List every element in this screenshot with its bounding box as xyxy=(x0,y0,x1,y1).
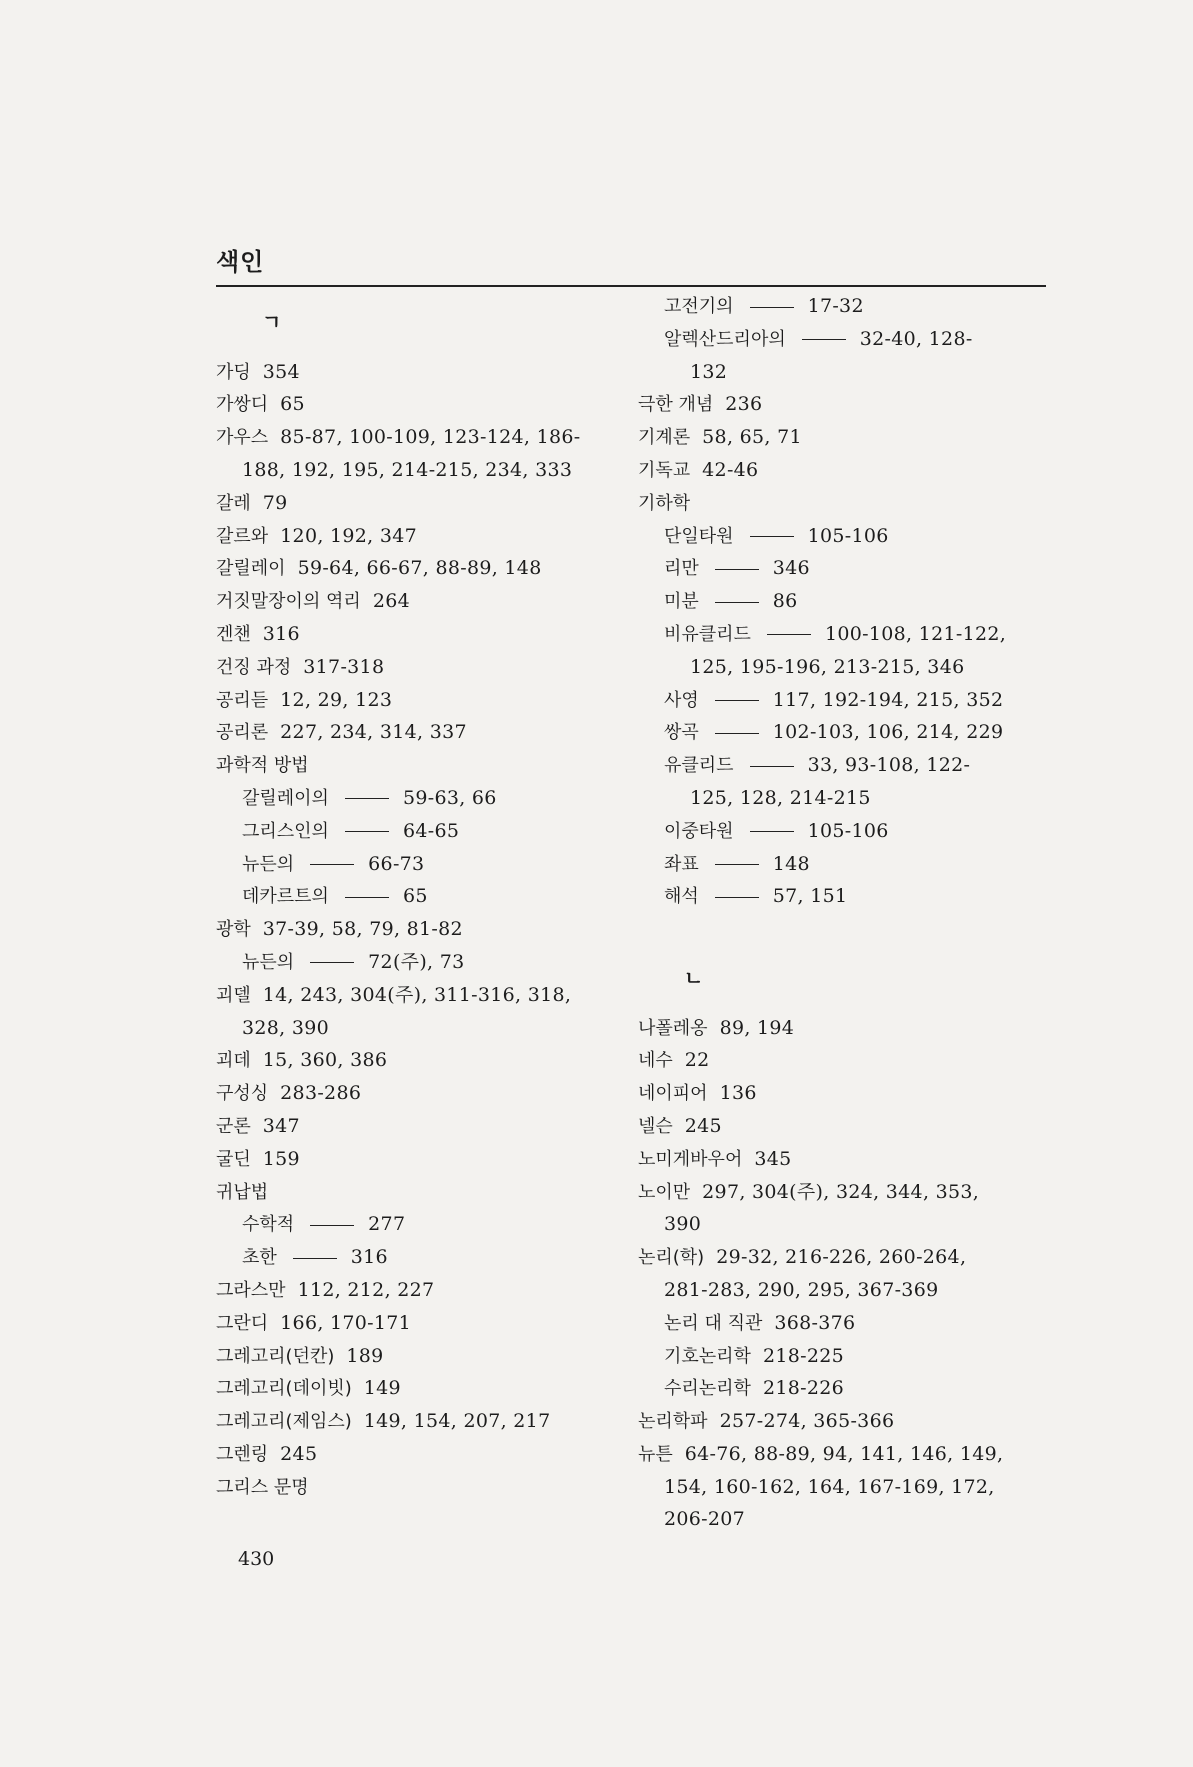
index-entry xyxy=(216,1176,626,1209)
index-subentry xyxy=(638,552,1058,585)
index-subentry xyxy=(638,815,1058,848)
index-entry-continuation xyxy=(638,356,1058,389)
index-subentry xyxy=(216,1208,626,1241)
index-entry xyxy=(638,1143,1058,1176)
entry-dash xyxy=(750,766,794,767)
entry-pages: 100-108, 121-122, xyxy=(824,622,1007,645)
index-entry-continuation xyxy=(638,1471,1058,1504)
index-entry xyxy=(216,749,626,782)
entry-dash xyxy=(293,1258,337,1259)
entry-term: 가우스 xyxy=(216,427,269,449)
entry-term: 갈릴레이의 xyxy=(242,787,329,809)
entry-term: 갈르와 xyxy=(216,525,269,547)
index-subentry xyxy=(216,815,626,848)
entry-pages: 257-274, 365-366 xyxy=(719,1410,895,1433)
index-subentry xyxy=(638,585,1058,618)
entry-pages: 120, 192, 347 xyxy=(280,524,418,547)
entry-pages: 132 xyxy=(690,360,728,383)
entry-term: 광학 xyxy=(216,919,251,941)
index-entry xyxy=(216,979,626,1012)
entry-term: 뉴튼 xyxy=(638,1443,673,1465)
entry-pages: 14, 243, 304(주), 311-316, 318, xyxy=(262,983,572,1006)
header-rule xyxy=(216,285,1046,287)
entry-term: 고전기의 xyxy=(664,296,734,317)
entry-pages: 345 xyxy=(754,1147,792,1170)
entry-dash xyxy=(715,700,759,701)
entry-pages: 189 xyxy=(346,1344,384,1367)
index-entry-continuation xyxy=(638,1208,1058,1241)
entry-term: 초한 xyxy=(242,1247,277,1269)
entry-pages: 277 xyxy=(368,1213,406,1236)
index-entry xyxy=(216,1405,626,1438)
entry-pages: 12, 29, 123 xyxy=(280,688,393,711)
entry-pages: 15, 360, 386 xyxy=(262,1049,388,1072)
entry-term: 과학적 방법 xyxy=(216,755,309,777)
entry-pages: 154, 160-162, 164, 167-169, 172, xyxy=(664,1475,995,1498)
entry-dash xyxy=(715,897,759,898)
index-entry xyxy=(216,618,626,651)
entry-term: 좌표 xyxy=(664,853,699,875)
entry-term: 공리론 xyxy=(216,722,269,744)
entry-pages: 33, 93-108, 122- xyxy=(807,754,971,777)
index-entry xyxy=(216,1307,626,1340)
entry-pages: 112, 212, 227 xyxy=(297,1278,435,1301)
entry-pages: 59-63, 66 xyxy=(402,786,497,809)
left-entries xyxy=(216,356,626,1504)
index-entry-continuation xyxy=(638,1503,1058,1536)
index-entry xyxy=(216,585,626,618)
entry-term: 괴데 xyxy=(216,1050,251,1072)
entry-term: 가쌍디 xyxy=(216,394,269,416)
index-entry-continuation xyxy=(638,1274,1058,1307)
index-entry xyxy=(216,716,626,749)
section-letter-giyeok: ㄱ xyxy=(262,310,282,334)
entry-dash xyxy=(345,798,389,799)
entry-term: 리만 xyxy=(664,558,699,580)
index-entry xyxy=(216,651,626,684)
entry-pages: 159 xyxy=(262,1147,300,1170)
index-entry xyxy=(216,356,626,389)
entry-pages: 17-32 xyxy=(807,295,864,317)
entry-term: 비유클리드 xyxy=(664,623,751,645)
entry-term: 해석 xyxy=(664,886,699,908)
entry-pages: 245 xyxy=(684,1114,722,1137)
entry-pages: 102-103, 106, 214, 229 xyxy=(772,721,1004,744)
index-entry xyxy=(638,1012,1058,1045)
entry-pages: 245 xyxy=(280,1442,318,1465)
index-subentry xyxy=(216,1241,626,1274)
entry-dash xyxy=(767,634,811,635)
entry-term: 건징 과정 xyxy=(216,656,292,678)
entry-term: 구성싱 xyxy=(216,1083,269,1105)
entry-pages: 281-283, 290, 295, 367-369 xyxy=(664,1278,939,1301)
entry-pages: 297, 304(주), 324, 344, 353, xyxy=(702,1180,980,1203)
index-subentry xyxy=(638,716,1058,749)
entry-pages: 149, 154, 207, 217 xyxy=(363,1410,551,1433)
index-entry xyxy=(216,684,626,717)
entry-term: 그렌링 xyxy=(216,1443,269,1465)
entry-dash xyxy=(715,602,759,603)
index-subentry xyxy=(216,946,626,979)
index-entry xyxy=(638,1405,1058,1438)
left-column xyxy=(216,290,626,1503)
entry-term: 넬슨 xyxy=(638,1115,673,1137)
index-entry xyxy=(638,454,1058,487)
entry-term: 사영 xyxy=(664,689,699,711)
right-entries-top xyxy=(638,290,1058,913)
index-entry xyxy=(638,421,1058,454)
entry-dash xyxy=(310,1225,354,1226)
entry-term: 논리학파 xyxy=(638,1411,708,1433)
entry-pages: 136 xyxy=(719,1082,757,1105)
entry-dash xyxy=(750,307,794,308)
entry-term: 그리스 문명 xyxy=(216,1476,309,1498)
right-entries-bottom xyxy=(638,1012,1058,1537)
entry-pages: 390 xyxy=(664,1213,702,1236)
index-entry xyxy=(216,520,626,553)
section-letter-nieun: ㄴ xyxy=(684,965,704,990)
index-entry xyxy=(638,1438,1058,1471)
entry-term: 수학적 xyxy=(242,1214,295,1236)
entry-pages: 125, 195-196, 213-215, 346 xyxy=(690,655,965,678)
entry-pages: 64-76, 88-89, 94, 141, 146, 149, xyxy=(684,1442,1004,1465)
entry-term: 기독교 xyxy=(638,459,691,481)
entry-term: 그란디 xyxy=(216,1312,269,1334)
page-number: 430 xyxy=(238,1548,275,1570)
index-subentry xyxy=(638,618,1058,651)
entry-pages: 105-106 xyxy=(807,524,889,547)
entry-term: 뉴든의 xyxy=(242,951,295,973)
entry-pages: 22 xyxy=(684,1049,710,1072)
entry-term: 그레고리(던칸) xyxy=(216,1345,335,1367)
index-subentry xyxy=(638,520,1058,553)
entry-pages: 66-73 xyxy=(368,852,425,875)
entry-term: 괴델 xyxy=(216,984,251,1006)
entry-term: 알렉산드리아의 xyxy=(664,328,786,350)
entry-term: 극한 개념 xyxy=(638,394,714,416)
index-entry xyxy=(638,487,1058,520)
entry-pages: 65 xyxy=(402,885,428,908)
entry-term: 나폴레옹 xyxy=(638,1017,708,1039)
entry-pages: 89, 194 xyxy=(719,1016,795,1039)
index-entry xyxy=(638,1044,1058,1077)
entry-dash xyxy=(345,897,389,898)
index-entry xyxy=(216,1340,626,1373)
entry-pages: 317-318 xyxy=(303,655,385,678)
entry-term: 귀납법 xyxy=(216,1181,269,1203)
index-subentry xyxy=(638,1340,1058,1373)
entry-term: 기호논리학 xyxy=(664,1345,751,1367)
entry-pages: 166, 170-171 xyxy=(280,1311,412,1334)
index-entry xyxy=(216,1274,626,1307)
entry-term: 군론 xyxy=(216,1115,251,1137)
index-subentry xyxy=(638,1307,1058,1340)
index-subentry xyxy=(216,880,626,913)
index-entry xyxy=(216,388,626,421)
entry-pages: 57, 151 xyxy=(772,885,848,908)
entry-term: 겐챈 xyxy=(216,623,251,645)
entry-term: 논리 대 직관 xyxy=(664,1312,763,1334)
index-subentry xyxy=(216,782,626,815)
entry-term: 그레고리(데이빗) xyxy=(216,1378,352,1400)
entry-pages: 283-286 xyxy=(280,1082,362,1105)
entry-pages: 59-64, 66-67, 88-89, 148 xyxy=(297,557,542,580)
index-entry xyxy=(216,1143,626,1176)
entry-pages: 218-225 xyxy=(762,1344,845,1367)
entry-term: 갈릴레이 xyxy=(216,558,286,580)
entry-term: 네이피어 xyxy=(638,1083,708,1105)
index-entry xyxy=(216,1110,626,1143)
entry-pages: 85-87, 100-109, 123-124, 186- xyxy=(280,426,581,449)
entry-pages: 58, 65, 71 xyxy=(702,426,802,449)
index-entry-continuation xyxy=(216,1012,626,1045)
entry-term: 노미게바우어 xyxy=(638,1148,743,1170)
entry-term: 수리논리학 xyxy=(664,1378,751,1400)
index-entry xyxy=(216,1438,626,1471)
index-entry xyxy=(216,1044,626,1077)
entry-term: 뉴든의 xyxy=(242,853,295,875)
entry-pages: 368-376 xyxy=(774,1311,856,1334)
index-subentry xyxy=(216,848,626,881)
index-entry xyxy=(216,913,626,946)
entry-term: 쌍곡 xyxy=(664,722,699,744)
entry-pages: 125, 128, 214-215 xyxy=(690,786,871,809)
entry-pages: 64-65 xyxy=(402,819,460,842)
entry-pages: 37-39, 58, 79, 81-82 xyxy=(262,918,463,941)
entry-term: 굴딘 xyxy=(216,1148,251,1170)
index-entry-continuation xyxy=(638,782,1058,815)
entry-term: 그라스만 xyxy=(216,1279,286,1301)
page-title: 색인 xyxy=(216,248,265,276)
entry-pages: 347 xyxy=(262,1114,300,1137)
entry-pages: 354 xyxy=(262,360,300,383)
entry-dash xyxy=(750,536,794,537)
entry-pages: 32-40, 128- xyxy=(859,327,973,350)
entry-term: 거짓말장이의 역리 xyxy=(216,591,361,613)
entry-term: 갈레 xyxy=(216,492,251,514)
index-subentry xyxy=(638,290,1058,323)
index-entry-continuation xyxy=(216,454,626,487)
entry-term: 이중타원 xyxy=(664,820,734,842)
entry-pages: 227, 234, 314, 337 xyxy=(280,721,467,744)
entry-term: 데카르트의 xyxy=(242,886,329,908)
entry-dash xyxy=(715,864,759,865)
entry-term: 기계론 xyxy=(638,427,691,449)
entry-pages: 316 xyxy=(350,1246,388,1269)
entry-pages: 206-207 xyxy=(664,1508,746,1531)
entry-dash xyxy=(715,733,759,734)
index-subentry xyxy=(638,684,1058,717)
entry-pages: 264 xyxy=(372,590,410,613)
right-column xyxy=(638,290,1058,1536)
index-entry xyxy=(638,1077,1058,1110)
index-entry xyxy=(638,1110,1058,1143)
section-gap xyxy=(638,913,1058,946)
entry-dash xyxy=(802,339,846,340)
index-subentry xyxy=(638,848,1058,881)
entry-pages: 148 xyxy=(772,852,810,875)
entry-pages: 316 xyxy=(262,622,300,645)
entry-pages: 105-106 xyxy=(807,819,889,842)
entry-pages: 72(주), 73 xyxy=(368,950,465,973)
entry-pages: 65 xyxy=(280,393,305,416)
index-entry xyxy=(216,552,626,585)
entry-term: 그리스인의 xyxy=(242,820,329,842)
entry-dash xyxy=(310,962,354,963)
entry-term: 기하학 xyxy=(638,492,691,514)
entry-term: 그레고리(제임스) xyxy=(216,1411,352,1433)
entry-pages: 218-226 xyxy=(762,1377,845,1400)
index-subentry xyxy=(638,880,1058,913)
index-entry xyxy=(216,487,626,520)
entry-term: 노이만 xyxy=(638,1181,691,1203)
entry-pages: 86 xyxy=(772,590,798,613)
index-entry xyxy=(216,1372,626,1405)
entry-pages: 236 xyxy=(725,393,763,416)
index-entry xyxy=(216,1471,626,1504)
entry-term: 유클리드 xyxy=(664,755,734,777)
entry-pages: 149 xyxy=(363,1377,401,1400)
entry-term: 논리(학) xyxy=(638,1247,705,1269)
index-entry-continuation xyxy=(638,651,1058,684)
entry-term: 가딩 xyxy=(216,361,251,383)
index-entry xyxy=(638,388,1058,421)
index-subentry xyxy=(638,749,1058,782)
entry-dash xyxy=(345,831,389,832)
entry-pages: 328, 390 xyxy=(242,1016,330,1039)
entry-pages: 42-46 xyxy=(702,458,759,481)
entry-pages: 79 xyxy=(262,491,288,514)
index-subentry xyxy=(638,323,1058,356)
entry-term: 네수 xyxy=(638,1050,673,1072)
index-entry xyxy=(216,1077,626,1110)
entry-pages: 188, 192, 195, 214-215, 234, 333 xyxy=(242,458,573,481)
entry-pages: 29-32, 216-226, 260-264, xyxy=(716,1246,967,1269)
entry-pages: 117, 192-194, 215, 352 xyxy=(772,688,1004,711)
entry-term: 단일타원 xyxy=(664,525,734,547)
entry-dash xyxy=(750,831,794,832)
index-entry xyxy=(638,1176,1058,1209)
entry-pages: 346 xyxy=(772,557,810,580)
entry-term: 공리듣 xyxy=(216,689,269,711)
entry-dash xyxy=(310,864,354,865)
index-entry xyxy=(638,1241,1058,1274)
entry-term: 미분 xyxy=(664,591,699,613)
index-entry xyxy=(216,421,626,454)
entry-dash xyxy=(715,569,759,570)
index-subentry xyxy=(638,1372,1058,1405)
